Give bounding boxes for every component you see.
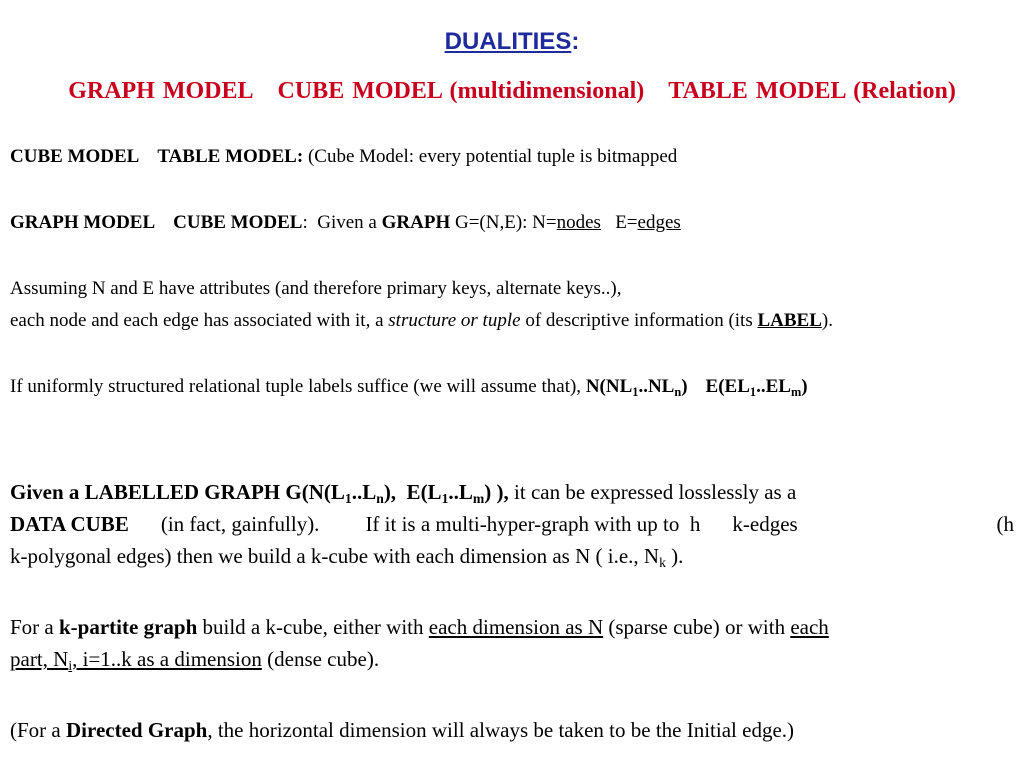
- para1-b5: ) ),: [484, 480, 509, 504]
- para1-line2: [10, 512, 1014, 537]
- line2-nodes: nodes: [556, 212, 601, 233]
- line2-bold-graph: GRAPH MODEL: [10, 212, 156, 233]
- line5-s2: n: [674, 385, 682, 399]
- line3-text: Assuming N and E have attributes (and therefore primary keys, alternate keys..),: [10, 278, 622, 299]
- para2-line1: [10, 615, 1014, 640]
- slide-subtitle: [0, 78, 1024, 105]
- line5-s3: 1: [749, 385, 757, 399]
- title-colon: :: [571, 28, 580, 55]
- para1-b4: ..L: [448, 480, 473, 504]
- line4-text1: each node and each edge has associated with it, a: [10, 310, 389, 331]
- line5-b3: ): [681, 376, 688, 397]
- para1-t2: (in fact, gainfully).: [160, 512, 320, 536]
- subtitle-graph: GRAPH MODEL: [68, 78, 254, 104]
- para1-b2: ..L: [351, 480, 377, 504]
- para1-t3: If it is a multi-hyper-graph with up to h: [365, 512, 701, 536]
- para2-u2: each: [790, 615, 829, 639]
- line2-text3: E=: [600, 212, 638, 233]
- para1-b3: ), E(L: [383, 480, 442, 504]
- para1-t6: k-polygonal edges) then we build a k-cube with each dimension as N ( i.e., N: [10, 544, 660, 568]
- para2-u3: part, N: [10, 647, 69, 671]
- line4-text3: ).: [821, 310, 833, 331]
- para1-datacube: DATA CUBE: [10, 512, 129, 536]
- line1-bold-table: TABLE MODEL:: [157, 146, 304, 167]
- line4-label: LABEL: [757, 310, 822, 331]
- para2-s1: i: [68, 658, 73, 673]
- line2-bold-graphword: GRAPH: [381, 212, 451, 233]
- para2-line2: [10, 647, 1014, 672]
- para1-s2: n: [376, 491, 384, 506]
- line2-bold-cube: CUBE MODEL: [173, 212, 303, 233]
- para1-s1: 1: [344, 491, 352, 506]
- title-text: DUALITIES: [444, 28, 572, 55]
- slide-title: [0, 28, 1024, 56]
- line-cube-table: [10, 146, 1014, 168]
- para2-t2: build a k-cube, either with: [197, 615, 429, 639]
- para2-t1: For a: [10, 615, 59, 639]
- para3-t2: , the horizontal dimension will always be taken to be the Initial edge.): [207, 718, 795, 742]
- line5-b6: ): [801, 376, 808, 397]
- line5-b4: E(EL: [705, 376, 750, 397]
- para1-t1: it can be expressed losslessly as a: [508, 480, 797, 504]
- para1-s5: k: [659, 555, 666, 570]
- line-assuming: [10, 278, 1014, 300]
- para3-t1: (For a: [10, 718, 66, 742]
- subtitle-cube: CUBE MODEL (multidimensional): [277, 78, 645, 104]
- line4-italic: structure or tuple: [388, 310, 521, 331]
- para2-u4: , i=1..k as a dimension: [72, 647, 262, 671]
- para3-line: [10, 718, 1014, 743]
- line1-bold-cube: CUBE MODEL: [10, 146, 140, 167]
- line-graph-cube: [10, 212, 1014, 234]
- line-each-node: [10, 310, 1014, 332]
- para1-line3: [10, 544, 1014, 569]
- para1-b1: Given a LABELLED GRAPH G(N(L: [10, 480, 345, 504]
- para3-directed: Directed Graph: [66, 718, 208, 742]
- line5-b5: ..EL: [756, 376, 791, 397]
- para1-t4: k-edges: [732, 512, 798, 536]
- line-uniformly: [10, 376, 1014, 398]
- line2-text2: G=(N,E): N=: [450, 212, 557, 233]
- line5-s1: 1: [632, 385, 639, 399]
- para2-kpartite: k-partite graph: [59, 615, 198, 639]
- para2-u1: each dimension as N: [428, 615, 604, 639]
- line2-text1: : Given a: [302, 212, 382, 233]
- para1-line1: [10, 480, 1014, 505]
- line5-b1: N(NL: [585, 376, 633, 397]
- para1-s3: 1: [441, 491, 449, 506]
- line4-text2: of descriptive information (its: [520, 310, 758, 331]
- line2-edges: edges: [637, 212, 681, 233]
- line5-text1: If uniformly structured relational tuple labels suffice (we will assume that),: [10, 376, 586, 397]
- subtitle-table: TABLE MODEL (Relation): [668, 78, 956, 104]
- line5-s4: m: [790, 385, 802, 399]
- line5-b2: ..NL: [638, 376, 675, 397]
- para2-t3: (sparse cube) or with: [603, 615, 791, 639]
- line1-text: (Cube Model: every potential tuple is bitmapped: [307, 146, 678, 167]
- para1-t7: ).: [665, 544, 684, 568]
- para2-t4: (dense cube).: [261, 647, 380, 671]
- para1-s4: m: [472, 491, 485, 506]
- para1-t5: (h: [996, 512, 1014, 536]
